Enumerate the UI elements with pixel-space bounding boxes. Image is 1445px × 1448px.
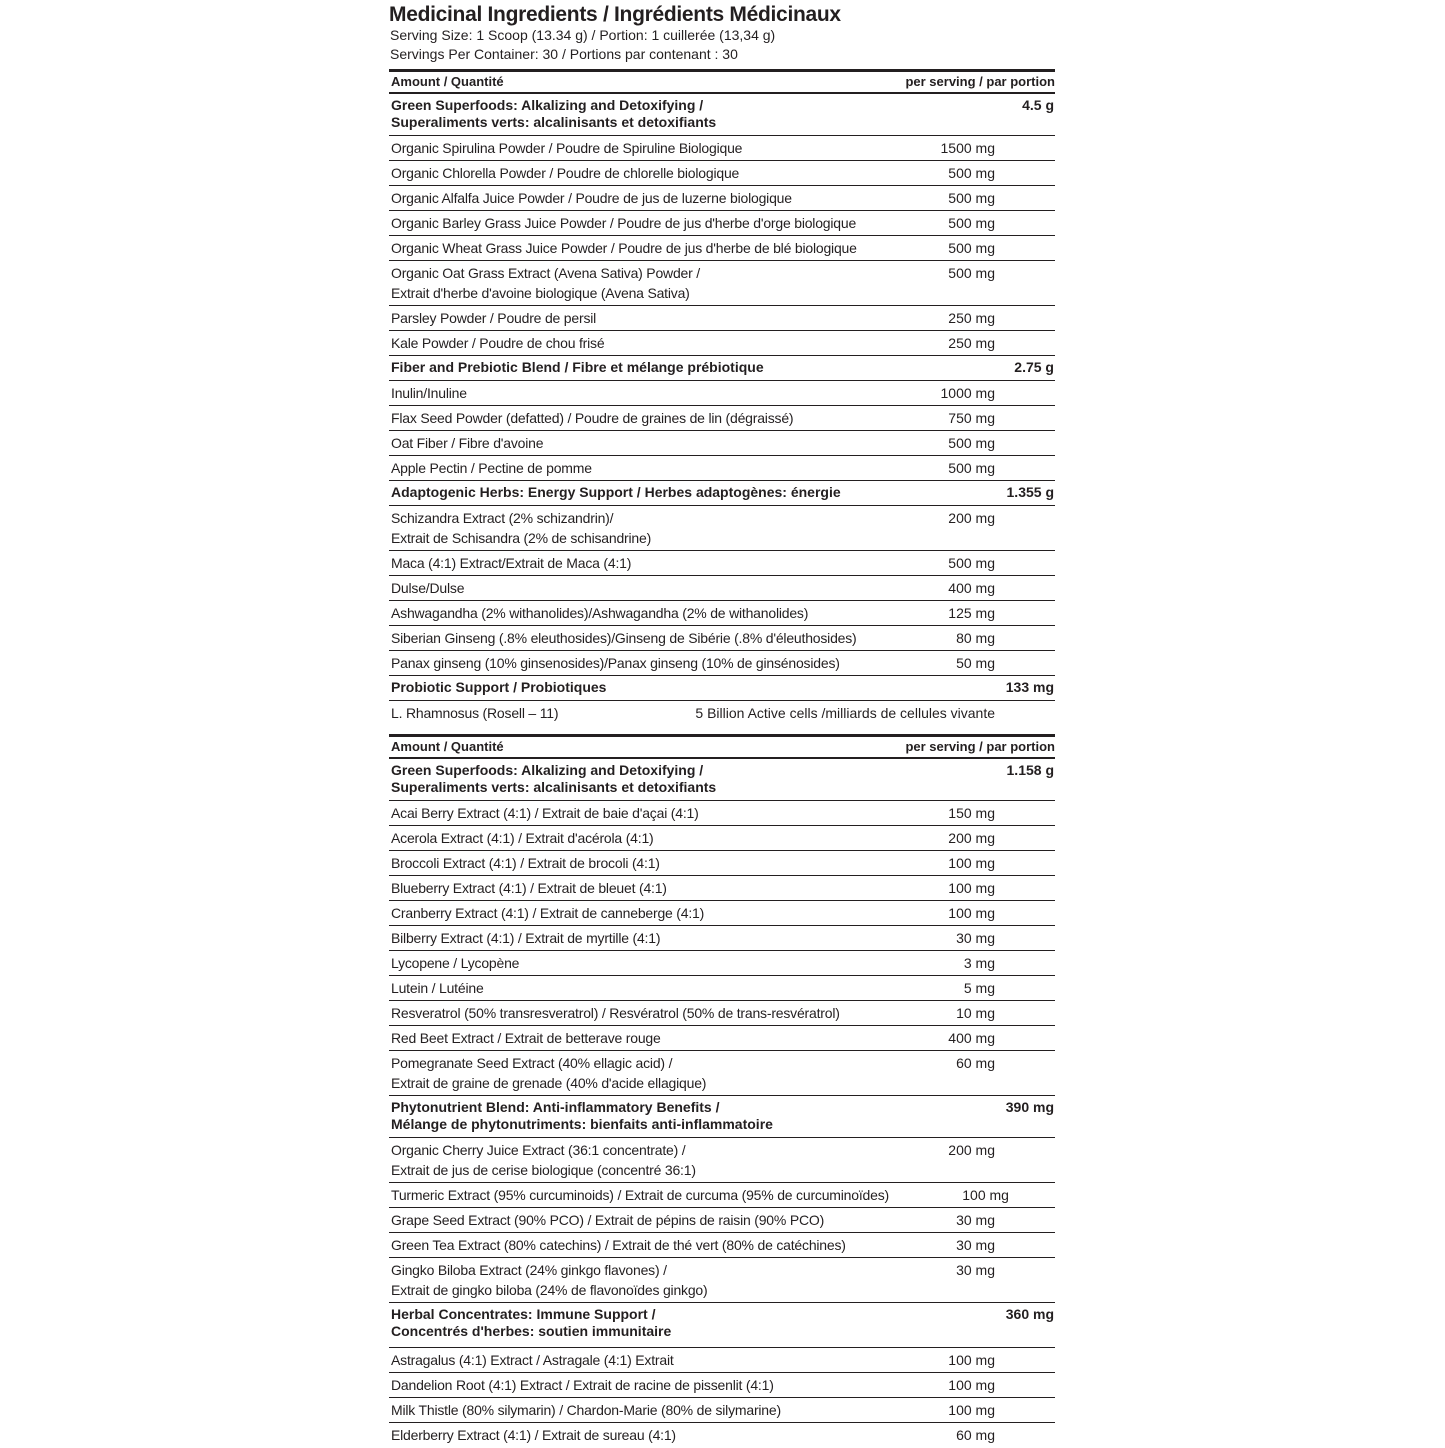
ingredient-amount: 250 mg — [948, 310, 995, 326]
group-green-superfoods — [389, 759, 1055, 801]
ingredient-amount: 250 mg — [948, 335, 995, 351]
ingredient-row — [389, 1258, 1055, 1303]
ingredient-row — [389, 801, 1055, 826]
group-name: Adaptogenic Herbs: Energy Support / Herbes adaptogènes: énergie — [391, 484, 841, 500]
ingredient-row — [389, 261, 1055, 306]
group-name: Fiber and Prebiotic Blend / Fibre et mélange prébiotique — [391, 359, 764, 375]
group-fiber-prebiotic — [389, 356, 1055, 381]
ingredient-name: Parsley Powder / Poudre de persil — [391, 310, 597, 326]
ingredient-row — [389, 456, 1055, 481]
ingredient-row — [389, 651, 1055, 676]
ingredient-row — [389, 1373, 1055, 1398]
ingredient-name: Acai Berry Extract (4:1) / Extrait de baie d'açai (4:1) — [391, 805, 699, 821]
ingredient-amount: 400 mg — [948, 1030, 995, 1046]
per-serving-header: per serving / par portion — [905, 74, 1055, 89]
ingredient-name: Green Tea Extract (80% catechins) / Extrait de thé vert (80% de catéchines) — [391, 1237, 846, 1253]
ingredient-row — [389, 1026, 1055, 1051]
group-amount: 1.158 g — [1006, 762, 1054, 778]
group-amount: 4.5 g — [1022, 97, 1054, 113]
ingredient-name: Milk Thistle (80% silymarin) / Chardon-Marie (80% de silymarine) — [391, 1402, 781, 1418]
ingredient-name: Astragalus (4:1) Extract / Astragale (4:1) Extrait — [391, 1352, 674, 1368]
ingredient-row — [389, 951, 1055, 976]
ingredient-row — [389, 306, 1055, 331]
ingredient-amount: 60 mg — [956, 1427, 995, 1443]
ingredient-name: Maca (4:1) Extract/Extrait de Maca (4:1) — [391, 555, 632, 571]
ingredient-name: Siberian Ginseng (.8% eleuthosides)/Ginseng de Sibérie (.8% d'éleuthosides) — [391, 630, 857, 646]
ingredient-amount: 400 mg — [948, 580, 995, 596]
ingredient-amount: 125 mg — [948, 605, 995, 621]
ingredient-name: Organic Alfalfa Juice Powder / Poudre de jus de luzerne biologique — [391, 190, 792, 206]
ingredient-row — [389, 136, 1055, 161]
ingredient-amount: 150 mg — [948, 805, 995, 821]
ingredient-name: L. Rhamnosus (Rosell – 11) — [391, 705, 559, 721]
ingredient-amount: 500 mg — [948, 460, 995, 476]
ingredient-amount: 500 mg — [948, 435, 995, 451]
ingredient-row — [389, 236, 1055, 261]
group-name: Green Superfoods: Alkalizing and Detoxifying / Superaliments verts: alcalinisants et detoxifiants — [391, 97, 717, 130]
ingredient-name: Inulin/Inuline — [391, 385, 467, 401]
group-amount: 390 mg — [1005, 1099, 1054, 1115]
per-serving-header: per serving / par portion — [905, 739, 1055, 754]
ingredient-amount: 60 mg — [956, 1055, 995, 1071]
group-herbal-concentrates — [389, 1303, 1055, 1348]
ingredient-name: Gingko Biloba Extract (24% ginkgo flavones) / Extrait de gingko biloba (24% de flavonoïdes ginkgo) — [391, 1262, 708, 1298]
group-green-superfoods — [389, 94, 1055, 136]
ingredient-row — [389, 901, 1055, 926]
ingredient-name: Acerola Extract (4:1) / Extrait d'acérola (4:1) — [391, 830, 654, 846]
panel-header — [389, 72, 1055, 94]
ingredient-row — [389, 506, 1055, 551]
ingredient-name: Pomegranate Seed Extract (40% ellagic acid) / Extrait de graine de grenade (40% d'acide ellagique) — [391, 1055, 707, 1091]
ingredient-row — [389, 1138, 1055, 1183]
ingredient-amount: 10 mg — [956, 1005, 995, 1021]
ingredient-name: Organic Cherry Juice Extract (36:1 concentrate) / Extrait de jus de cerise biologique (concentré 36:1) — [391, 1142, 696, 1178]
ingredient-amount: 500 mg — [948, 265, 995, 281]
ingredient-name: Broccoli Extract (4:1) / Extrait de brocoli (4:1) — [391, 855, 660, 871]
ingredient-amount: 750 mg — [948, 410, 995, 426]
ingredient-name: Bilberry Extract (4:1) / Extrait de myrtille (4:1) — [391, 930, 661, 946]
amount-header: Amount / Quantité — [391, 74, 504, 89]
ingredient-name: Dulse/Dulse — [391, 580, 465, 596]
ingredient-name: Resveratrol (50% transresveratrol) / Resvératrol (50% de trans-resvératrol) — [391, 1005, 840, 1021]
group-name: Phytonutrient Blend: Anti-inflammatory Benefits / Mélange de phytonutriments: bienfaits anti-inflammatoire — [391, 1099, 773, 1132]
ingredient-amount: 5 Billion Active cells /milliards de cellules vivante — [695, 705, 995, 721]
ingredient-amount: 500 mg — [948, 165, 995, 181]
ingredient-row — [389, 926, 1055, 951]
ingredient-name: Turmeric Extract (95% curcuminoids) / Extrait de curcuma (95% de curcuminoïdes) — [391, 1187, 889, 1203]
ingredient-row — [389, 381, 1055, 406]
ingredient-row — [389, 1051, 1055, 1096]
ingredient-row — [389, 1423, 1055, 1448]
ingredient-name: Panax ginseng (10% ginsenosides)/Panax ginseng (10% de ginsénosides) — [391, 655, 840, 671]
ingredient-amount: 30 mg — [956, 1262, 995, 1278]
ingredient-name: Ashwagandha (2% withanolides)/Ashwagandha (2% de withanolides) — [391, 605, 809, 621]
amount-header: Amount / Quantité — [391, 739, 504, 754]
ingredient-name: Organic Barley Grass Juice Powder / Poudre de jus d'herbe d'orge biologique — [391, 215, 857, 231]
group-probiotic-support — [389, 676, 1055, 701]
ingredient-amount: 50 mg — [956, 655, 995, 671]
ingredient-amount: 100 mg — [948, 1377, 995, 1393]
ingredient-name: Lutein / Lutéine — [391, 980, 484, 996]
ingredient-row — [389, 431, 1055, 456]
ingredient-amount: 30 mg — [956, 1212, 995, 1228]
panel-header — [389, 737, 1055, 759]
ingredient-amount: 200 mg — [948, 1142, 995, 1158]
group-amount: 1.355 g — [1006, 484, 1054, 500]
ingredient-amount: 200 mg — [948, 510, 995, 526]
ingredient-amount: 80 mg — [956, 630, 995, 646]
ingredient-amount: 100 mg — [948, 880, 995, 896]
ingredient-amount: 500 mg — [948, 240, 995, 256]
ingredient-amount: 1500 mg — [940, 140, 995, 156]
ingredients-panel-1 — [389, 69, 1055, 726]
ingredient-row — [389, 976, 1055, 1001]
ingredient-name: Cranberry Extract (4:1) / Extrait de canneberge (4:1) — [391, 905, 705, 921]
ingredient-row — [389, 626, 1055, 651]
ingredient-amount: 200 mg — [948, 830, 995, 846]
ingredient-amount: 3 mg — [963, 955, 995, 971]
ingredient-name: Apple Pectin / Pectine de pomme — [391, 460, 592, 476]
ingredient-row — [389, 1348, 1055, 1373]
ingredient-row — [389, 1001, 1055, 1026]
group-adaptogenic-herbs — [389, 481, 1055, 506]
serving-size: Serving Size: 1 Scoop (13.34 g) / Portion: 1 cuillerée (13,34 g) — [390, 27, 776, 43]
ingredient-amount: 500 mg — [948, 555, 995, 571]
ingredient-name: Grape Seed Extract (90% PCO) / Extrait de pépins de raisin (90% PCO) — [391, 1212, 825, 1228]
ingredient-row — [389, 876, 1055, 901]
ingredient-name: Organic Wheat Grass Juice Powder / Poudre de jus d'herbe de blé biologique — [391, 240, 857, 256]
ingredient-row — [389, 826, 1055, 851]
group-name: Probiotic Support / Probiotiques — [391, 679, 607, 695]
ingredient-row — [389, 1398, 1055, 1423]
ingredient-row — [389, 1183, 1055, 1208]
ingredient-row — [389, 851, 1055, 876]
ingredient-amount: 100 mg — [962, 1187, 1009, 1203]
group-amount: 2.75 g — [1014, 359, 1054, 375]
group-phytonutrient-blend — [389, 1096, 1055, 1138]
ingredient-amount: 5 mg — [963, 980, 995, 996]
ingredient-name: Kale Powder / Poudre de chou frisé — [391, 335, 605, 351]
ingredient-name: Dandelion Root (4:1) Extract / Extrait de racine de pissenlit (4:1) — [391, 1377, 774, 1393]
ingredient-amount: 500 mg — [948, 190, 995, 206]
ingredient-name: Elderberry Extract (4:1) / Extrait de sureau (4:1) — [391, 1427, 676, 1443]
ingredient-row — [389, 701, 1055, 726]
ingredient-name: Lycopene / Lycopène — [391, 955, 520, 971]
ingredient-amount: 100 mg — [948, 1352, 995, 1368]
supplement-facts-label — [389, 4, 1055, 1448]
ingredient-row — [389, 601, 1055, 626]
ingredient-row — [389, 406, 1055, 431]
group-name: Herbal Concentrates: Immune Support / Concentrés d'herbes: soutien immunitaire — [391, 1306, 672, 1339]
ingredient-row — [389, 211, 1055, 236]
ingredient-name: Schizandra Extract (2% schizandrin)/ Extrait de Schisandra (2% de schisandrine) — [391, 510, 652, 546]
ingredient-amount: 1000 mg — [940, 385, 995, 401]
ingredient-amount: 100 mg — [948, 855, 995, 871]
ingredient-amount: 30 mg — [956, 1237, 995, 1253]
ingredient-name: Organic Chlorella Powder / Poudre de chlorelle biologique — [391, 165, 740, 181]
ingredient-name: Flax Seed Powder (defatted) / Poudre de graines de lin (dégraissé) — [391, 410, 794, 426]
ingredients-panel-2 — [389, 734, 1055, 1448]
ingredient-row — [389, 186, 1055, 211]
ingredient-name: Blueberry Extract (4:1) / Extrait de bleuet (4:1) — [391, 880, 667, 896]
ingredient-row — [389, 551, 1055, 576]
ingredient-name: Red Beet Extract / Extrait de betterave rouge — [391, 1030, 661, 1046]
ingredient-row — [389, 161, 1055, 186]
ingredient-amount: 100 mg — [948, 905, 995, 921]
ingredient-amount: 500 mg — [948, 215, 995, 231]
group-amount: 133 mg — [1005, 679, 1054, 695]
group-amount: 360 mg — [1005, 1306, 1054, 1322]
label-title: Medicinal Ingredients / Ingrédients Médicinaux — [389, 3, 841, 26]
servings-per-container: Servings Per Container: 30 / Portions par contenant : 30 — [390, 46, 738, 62]
ingredient-amount: 30 mg — [956, 930, 995, 946]
ingredient-amount: 100 mg — [948, 1402, 995, 1418]
ingredient-name: Oat Fiber / Fibre d'avoine — [391, 435, 544, 451]
group-name: Green Superfoods: Alkalizing and Detoxifying / Superaliments verts: alcalinisants et detoxifiants — [391, 762, 717, 795]
ingredient-row — [389, 576, 1055, 601]
ingredient-name: Organic Oat Grass Extract (Avena Sativa) Powder / Extrait d'herbe d'avoine biologique (Avena Sativa) — [391, 265, 700, 301]
ingredient-name: Organic Spirulina Powder / Poudre de Spiruline Biologique — [391, 140, 743, 156]
ingredient-row — [389, 1208, 1055, 1233]
ingredient-row — [389, 1233, 1055, 1258]
ingredient-row — [389, 331, 1055, 356]
